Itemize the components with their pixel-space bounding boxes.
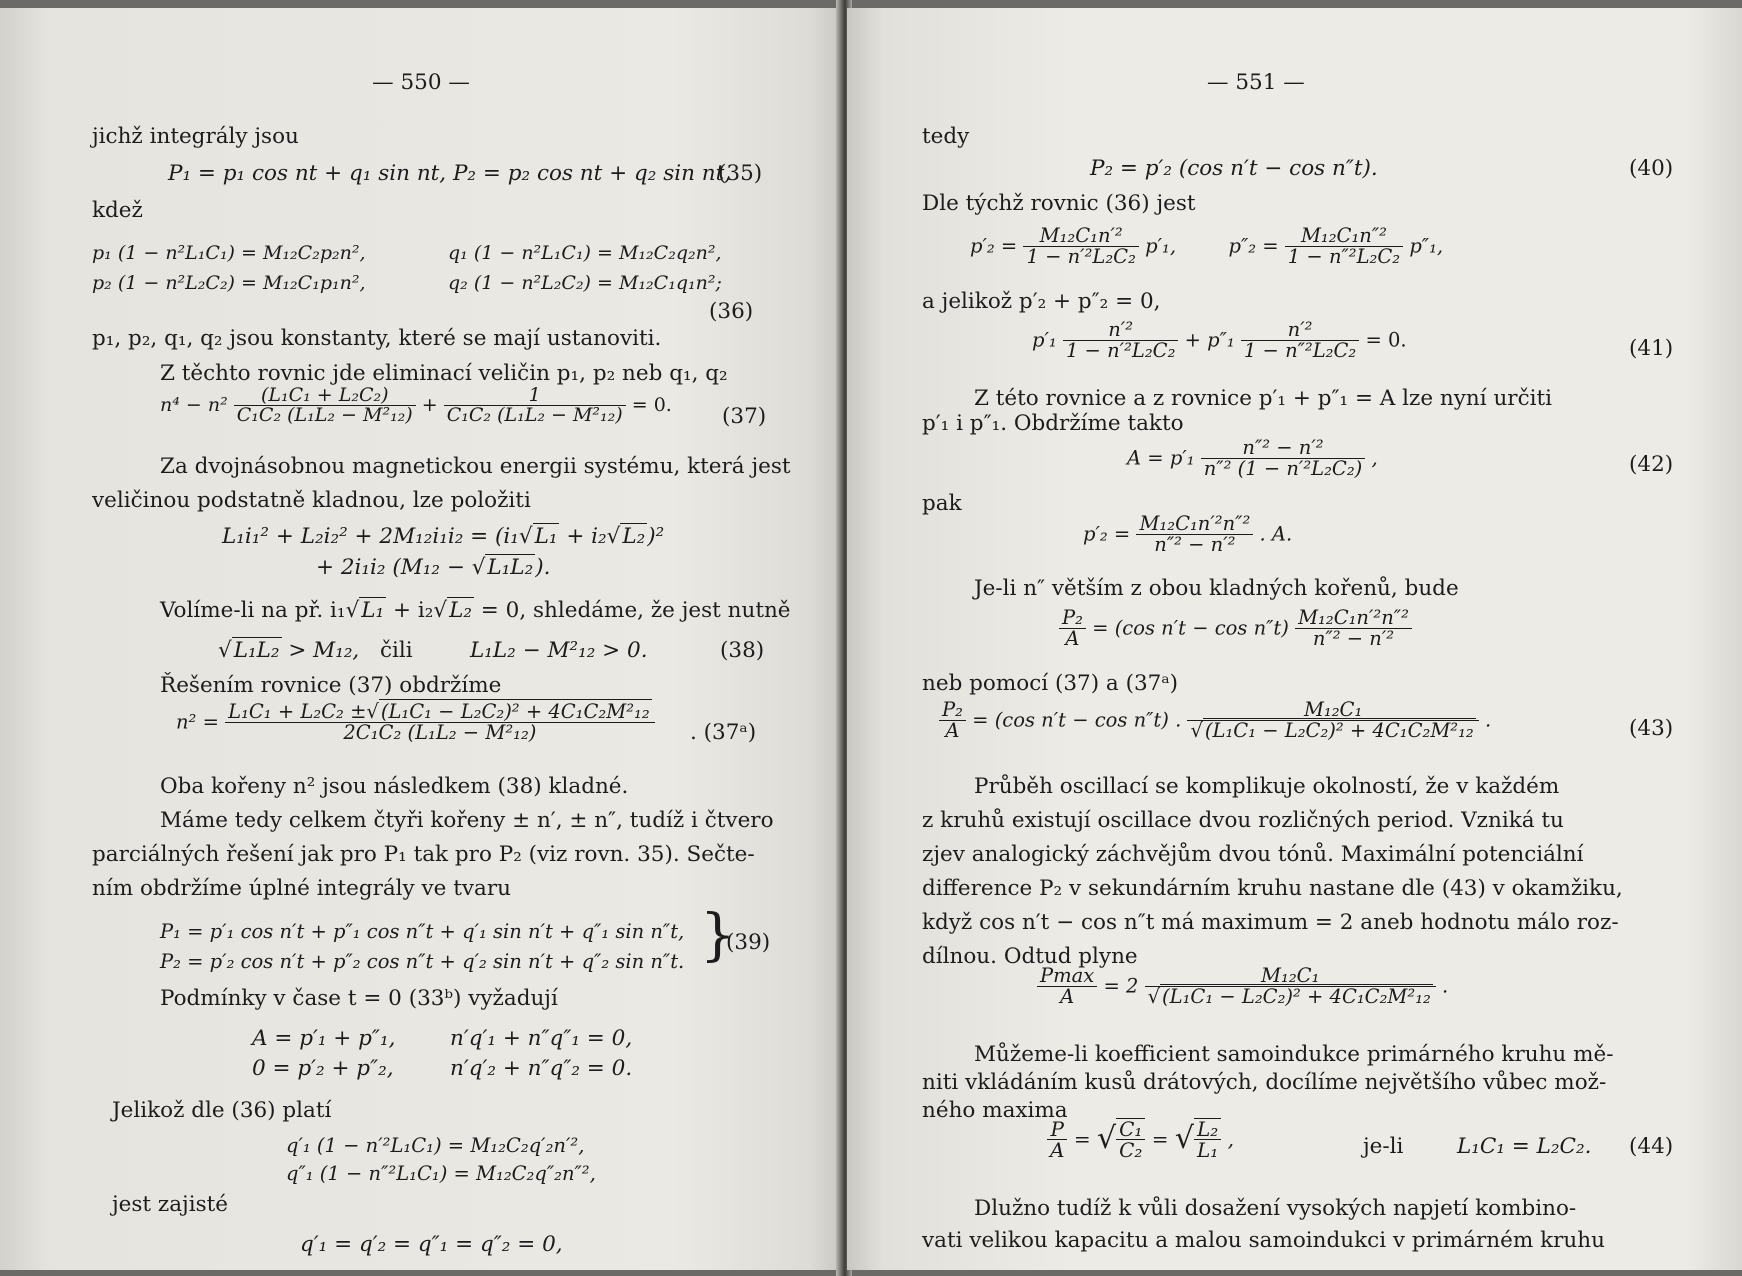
term: , (1227, 1127, 1235, 1151)
sqrt: L₁ (534, 524, 558, 549)
denominator: C₁C₂ (L₁L₂ − M²₁₂) (444, 405, 626, 425)
initial-condition: 0 = p′₂ + p″₂, (252, 1056, 394, 1081)
numerator: n″² − n′² (1242, 436, 1324, 459)
text-line: Podmínky v čase t = 0 (33ᵇ) vyžadují (160, 986, 558, 1011)
fraction (1063, 320, 1178, 360)
text-line: parciálných řešení jak pro P₁ tak pro P₂ (viz rovn. 35). Sečte- (92, 842, 755, 867)
text-line: pak (922, 491, 962, 516)
text-line: Dle týchž rovnic (36) jest (922, 191, 1196, 216)
term: p″₁, (1409, 234, 1444, 258)
denominator: 1 − n″²L₂C₂ (1285, 246, 1403, 267)
text-line: a jelikož p′₂ + p″₂ = 0, (922, 289, 1161, 314)
equation-number: (35) (718, 161, 763, 186)
equation-38: √L₁L₂ > M₁₂, (218, 638, 360, 663)
equation-38-b: L₁L₂ − M²₁₂ > 0. (470, 638, 648, 663)
eq37-fraction-1 (234, 386, 416, 425)
term: = 0. (1365, 328, 1407, 352)
denominator: A (1037, 986, 1097, 1007)
equation-number: (44) (1629, 1134, 1674, 1159)
equation-37 (160, 386, 672, 425)
fraction (1285, 226, 1403, 266)
sqrt-fraction (1116, 1118, 1145, 1160)
text-line: Řešením rovnice (37) obdržíme (160, 673, 502, 698)
text-line: Za dvojnásobnou magnetickou energii systému, která jest (160, 454, 791, 479)
fraction (1059, 608, 1086, 648)
sqrt-fraction (1194, 1118, 1221, 1160)
equation-P2-over-A (1059, 608, 1412, 648)
term: + 2i₁i₂ (M₁₂ − (316, 555, 472, 580)
initial-condition: n′q′₁ + n″q″₁ = 0, (450, 1026, 633, 1051)
denominator: A (1047, 1139, 1067, 1160)
equation-40: P₂ = p′₂ (cos n′t − cos n″t). (1090, 156, 1378, 181)
equation-36-a: p₁ (1 − n²L₁C₁) = M₁₂C₂p₂n², (92, 242, 366, 264)
term: + i₂ (559, 524, 607, 549)
fraction (939, 700, 966, 740)
text-line: dílnou. Odtud plyne (922, 944, 1138, 969)
term: p′₁, (1145, 234, 1177, 258)
fraction (1241, 320, 1359, 360)
denominator: 1 − n′²L₂C₂ (1023, 246, 1138, 267)
term: )² (647, 524, 665, 549)
equation-number: (36) (709, 299, 754, 324)
term: p′₁ (1032, 328, 1057, 352)
eq37-end: = 0. (631, 394, 672, 416)
text-line: ného maxima (922, 1098, 1068, 1123)
text-line: Z těchto rovnic jde eliminací veličin p₁, p₂ neb q₁, q₂ (160, 361, 728, 386)
sqrt: L₁ (361, 598, 385, 623)
equation-43 (939, 700, 1491, 740)
equation-42 (1127, 438, 1378, 478)
text-line: p₁, p₂, q₁, q₂ jsou konstanty, které se mají ustanoviti. (92, 326, 662, 351)
equation-36-d: q₂ (1 − n²L₂C₂) = M₁₂C₁q₁n²; (448, 272, 722, 294)
right-page (847, 8, 1742, 1270)
relation: q′₁ (1 − n′²L₁C₁) = M₁₂C₂q′₂n′², (286, 1134, 585, 1157)
term: L₁i₁² + L₂i₂² + 2M₁₂i₁i₂ = (i₁ (222, 524, 519, 549)
equation-37a (176, 702, 655, 742)
denominator: C₁C₂ (L₁L₂ − M²₁₂) (234, 405, 416, 425)
eq37-term: n⁴ − n² (160, 394, 228, 416)
text-line: jichž integrály jsou (92, 124, 299, 149)
denominator: √ (L₁C₁ − L₂C₂)² + 4C₁C₂M²₁₂ (1145, 986, 1436, 1007)
energy-equation-line-2: + 2i₁i₂ (M₁₂ − √L₁L₂). (316, 555, 551, 580)
text-line: Z této rovnice a z rovnice p′₁ + p″₁ = A lze nyní určiti (974, 386, 1553, 411)
word: je-li (1363, 1134, 1404, 1159)
term: = 0, shledáme, že jest nutně (473, 598, 791, 623)
brace: } (700, 903, 736, 968)
initial-condition: A = p′₁ + p″₁, (252, 1026, 396, 1051)
text-line: Oba kořeny n² jsou následkem (38) kladné. (160, 774, 629, 799)
text-line: Dlužno tudíž k vůli dosažení vysokých napjetí kombino- (974, 1196, 1577, 1221)
relation: q′₁ = q′₂ = q″₁ = q″₂ = 0, (300, 1232, 563, 1257)
text-line: Máme tedy celkem čtyři kořeny ± n′, ± n″, tudíž i čtvero (160, 808, 774, 833)
equation-number: . (37ᵃ) (690, 720, 757, 745)
equation-number: (37) (722, 404, 767, 429)
equation-p2 (970, 226, 1443, 266)
sqrt: (L₁C₁ − L₂C₂)² + 4C₁C₂M²₁₂ (380, 700, 650, 723)
term: L₁C₁ + L₂C₂ ± (228, 700, 367, 723)
term: + p″₁ (1184, 328, 1235, 352)
numerator: M₁₂C₁n′²n″² (1139, 512, 1251, 535)
word: čili (380, 638, 413, 663)
fraction (1037, 966, 1097, 1006)
text-line: z kruhů existují oscillace dvou rozličných period. Vzniká tu (922, 808, 1564, 833)
denominator: L₁ (1194, 1139, 1221, 1160)
text-line: když cos n′t − cos n″t má maximum = 2 aneb hodnotu málo roz- (922, 910, 1619, 935)
denominator: 1 − n″²L₂C₂ (1241, 340, 1359, 361)
term: = (cos n′t − cos n″t) . (972, 708, 1182, 732)
fraction (1136, 514, 1253, 554)
operator: + (421, 394, 438, 416)
denominator: 1 − n′²L₂C₂ (1063, 340, 1178, 361)
numerator: M₁₂C₁n″² (1300, 224, 1387, 247)
text-line: Průběh oscillací se komplikuje okolností, že v každém (974, 774, 1560, 799)
numerator: C₁ (1119, 1117, 1143, 1141)
denominator: C₂ (1116, 1139, 1145, 1160)
text-line: vati velikou kapacitu a malou samoindukci v primárném kruhu (922, 1228, 1605, 1253)
equation-41 (1032, 320, 1407, 360)
term: = (cos n′t − cos n″t) (1092, 616, 1289, 640)
sqrt: L₁L₂ (233, 638, 280, 663)
denominator: A (1059, 628, 1086, 649)
eq37a-fraction (225, 702, 655, 742)
numerator: (L₁C₁ + L₂C₂) (260, 384, 389, 406)
sqrt: L₁L₂ (487, 555, 534, 580)
numerator: Pmax (1040, 964, 1095, 987)
energy-equation-line-1: L₁i₁² + L₂i₂² + 2M₁₂i₁i₂ = (i₁√L₁ + i₂√L₂)² (222, 524, 665, 549)
term: = (1073, 1127, 1091, 1151)
equation-number: (43) (1629, 716, 1674, 741)
denominator: n″² − n′² (1295, 628, 1412, 649)
fraction (1023, 226, 1138, 266)
numerator: L₁C₁ + L₂C₂ ±√ (L₁C₁ − L₂C₂)² + 4C₁C₂M²₁₂ (228, 700, 650, 723)
denominator: n″² (1 − n′²L₂C₂) (1201, 458, 1366, 479)
text-line: Můžeme-li koefficient samoindukce primárného kruhu mě- (974, 1042, 1614, 1067)
term: = 2 (1103, 974, 1139, 998)
lhs: n² = (176, 710, 219, 734)
numerator: M₁₂C₁n′²n″² (1298, 606, 1409, 629)
equation-36-c: p₂ (1 − n²L₂C₂) = M₁₂C₁p₁n², (92, 272, 366, 294)
term: . (1484, 708, 1492, 732)
sqrt: L₂ (622, 524, 646, 549)
numerator: M₁₂C₁ (1303, 698, 1363, 721)
equation-44: $\frac{P}{A}$ = √ $\frac{\text{C₁}}{\text{C₂}}$ = √ $\frac{\text{L₂}}{\text{L₁}}$ , (1047, 1118, 1234, 1160)
equation-39-b: P₂ = p′₂ cos n′t + p″₂ cos n″t + q′₂ sin n′t + q″₂ sin n″t. (160, 950, 685, 973)
term: p′₂ = (970, 234, 1018, 258)
term: A = p′₁ (1127, 446, 1195, 470)
term: . A. (1259, 522, 1293, 546)
denominator: A (939, 720, 966, 741)
equation-39-a: P₁ = p′₁ cos n′t + p″₁ cos n″t + q′₁ sin n′t + q″₁ sin n″t, (160, 920, 685, 943)
sqrt: (L₁C₁ − L₂C₂)² + 4C₁C₂M²₁₂ (1204, 718, 1474, 742)
numerator: M₁₂C₁n′² (1039, 224, 1123, 247)
text-line: tedy (922, 124, 970, 149)
text-line: neb pomocí (37) a (37ᵃ) (922, 671, 1179, 696)
equation-number: (41) (1629, 336, 1674, 361)
term: ). (535, 555, 551, 580)
eq37-fraction-2 (444, 386, 626, 425)
numerator: n′² (1108, 318, 1134, 341)
text-line: kdež (92, 198, 143, 223)
sqrt: (L₁C₁ − L₂C₂)² + 4C₁C₂M²₁₂ (1162, 984, 1431, 1008)
page-number: — 551 — (1207, 70, 1305, 95)
relation: q″₁ (1 − n″²L₁C₁) = M₁₂C₂q″₂n″², (286, 1162, 596, 1185)
text-line: p′₁ i p″₁. Obdržíme takto (922, 411, 1184, 436)
numerator: n′² (1287, 318, 1313, 341)
equation-35: P₁ = p₁ cos nt + q₁ sin nt, P₂ = p₂ cos nt + q₂ sin nt, (168, 161, 732, 186)
numerator: L₂ (1197, 1117, 1219, 1141)
term: , (1371, 446, 1378, 470)
text-line: Je-li n″ větším z obou kladných kořenů, bude (974, 576, 1459, 601)
numerator: M₁₂C₁ (1261, 964, 1320, 987)
equation-Pmax (1037, 966, 1448, 1006)
term: + i₂ (386, 598, 434, 623)
numerator: P₂ (1062, 606, 1083, 629)
numerator: P₂ (942, 698, 963, 721)
term: p″₂ = (1228, 234, 1279, 258)
equation-number: (38) (720, 638, 765, 663)
term: . (1442, 974, 1449, 998)
text-line: jest zajisté (112, 1192, 228, 1217)
numerator: 1 (528, 384, 541, 406)
fraction (1047, 1116, 1067, 1162)
term: Volíme-li na př. i₁ (160, 598, 346, 623)
numerator: P (1050, 1116, 1064, 1141)
page-number: — 550 — (372, 70, 470, 95)
text-line: ním obdržíme úplné integrály ve tvaru (92, 876, 511, 901)
text-line: zjev analogický záchvějům dvou tónů. Maximální potenciální (922, 842, 1584, 867)
text-line: veličinou podstatně kladnou, lze položiti (92, 488, 531, 513)
fraction (1295, 608, 1412, 648)
text-line: Jelikož dle (36) platí (112, 1098, 332, 1123)
equation-36-b: q₁ (1 − n²L₁C₁) = M₁₂C₂q₂n², (448, 242, 722, 264)
initial-condition: n′q′₂ + n″q″₂ = 0. (450, 1056, 633, 1081)
text-line: Volíme-li na př. i₁√L₁ + i₂√L₂ = 0, shledáme, že jest nutně (160, 598, 791, 623)
text-line: difference P₂ v sekundárním kruhu nastane dle (43) v okamžiku, (922, 876, 1623, 901)
denominator: √ (L₁C₁ − L₂C₂)² + 4C₁C₂M²₁₂ (1187, 720, 1478, 741)
left-page (0, 8, 842, 1270)
equation-number: (39) (726, 930, 771, 955)
equation-number: (42) (1629, 452, 1674, 477)
equation-p2-A (1083, 514, 1292, 554)
fraction (1145, 966, 1436, 1006)
term: = (1151, 1127, 1169, 1151)
condition: L₁C₁ = L₂C₂. (1457, 1134, 1592, 1159)
equation-number: (40) (1629, 156, 1674, 181)
fraction (1201, 438, 1366, 478)
denominator: 2C₁C₂ (L₁L₂ − M²₁₂) (225, 722, 655, 743)
sqrt: L₂ (449, 598, 472, 623)
text-line: niti vkládáním kusů drátových, docílíme největšího vůbec mož- (922, 1070, 1607, 1095)
term: p′₂ = (1083, 522, 1131, 546)
fraction (1187, 700, 1478, 740)
denominator: n″² − n′² (1136, 534, 1253, 555)
term: > M₁₂, (281, 638, 360, 663)
